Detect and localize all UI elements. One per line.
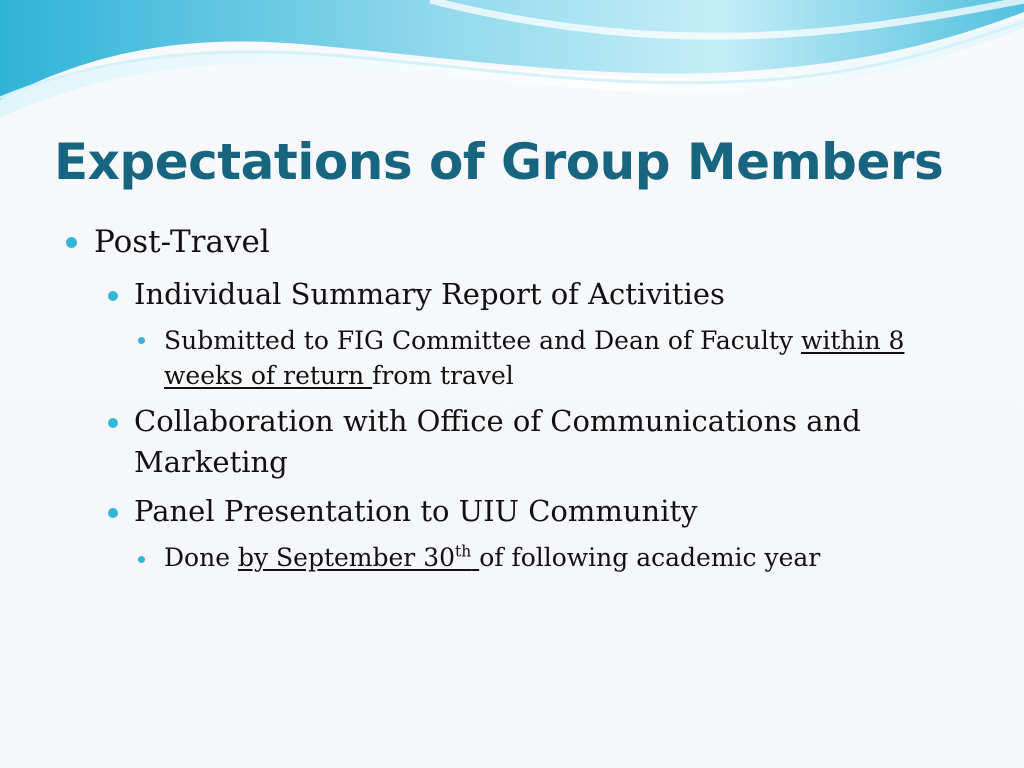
collaboration-bullet-line-2: Marketing — [134, 445, 288, 479]
submitted-deadline-text-2: weeks of return — [164, 361, 373, 390]
done-suffix-text: of following academic year — [479, 543, 821, 572]
level-3-bullet-icon — [138, 556, 145, 563]
done-underlined-space — [471, 543, 479, 572]
summary-report-bullet: Individual Summary Report of Activities — [134, 277, 725, 311]
done-deadline-superscript: th — [455, 542, 472, 561]
submitted-bullet-line-1 — [164, 326, 904, 355]
post-travel-bullet: Post-Travel — [94, 224, 270, 260]
submitted-deadline-text-1: within 8 — [800, 326, 905, 355]
panel-presentation-bullet: Panel Presentation to UIU Community — [134, 494, 698, 528]
level-2-bullet-icon — [108, 418, 118, 428]
level-1-bullet-icon — [66, 237, 77, 248]
submitted-bullet-line-2 — [164, 361, 514, 390]
slide-title: Expectations of Group Members — [54, 133, 944, 191]
done-bullet — [164, 543, 820, 572]
done-deadline-main: by September 30 — [237, 543, 456, 572]
done-deadline-text — [238, 543, 479, 572]
done-prefix-text: Done — [164, 543, 238, 572]
submitted-suffix-text: from travel — [372, 361, 514, 390]
collaboration-bullet-line-1: Collaboration with Office of Communications and — [134, 404, 861, 438]
level-2-bullet-icon — [108, 291, 118, 301]
level-3-bullet-icon — [138, 337, 145, 344]
level-2-bullet-icon — [108, 508, 118, 518]
submitted-prefix-text: Submitted to FIG Committee and Dean of Faculty — [164, 326, 801, 355]
